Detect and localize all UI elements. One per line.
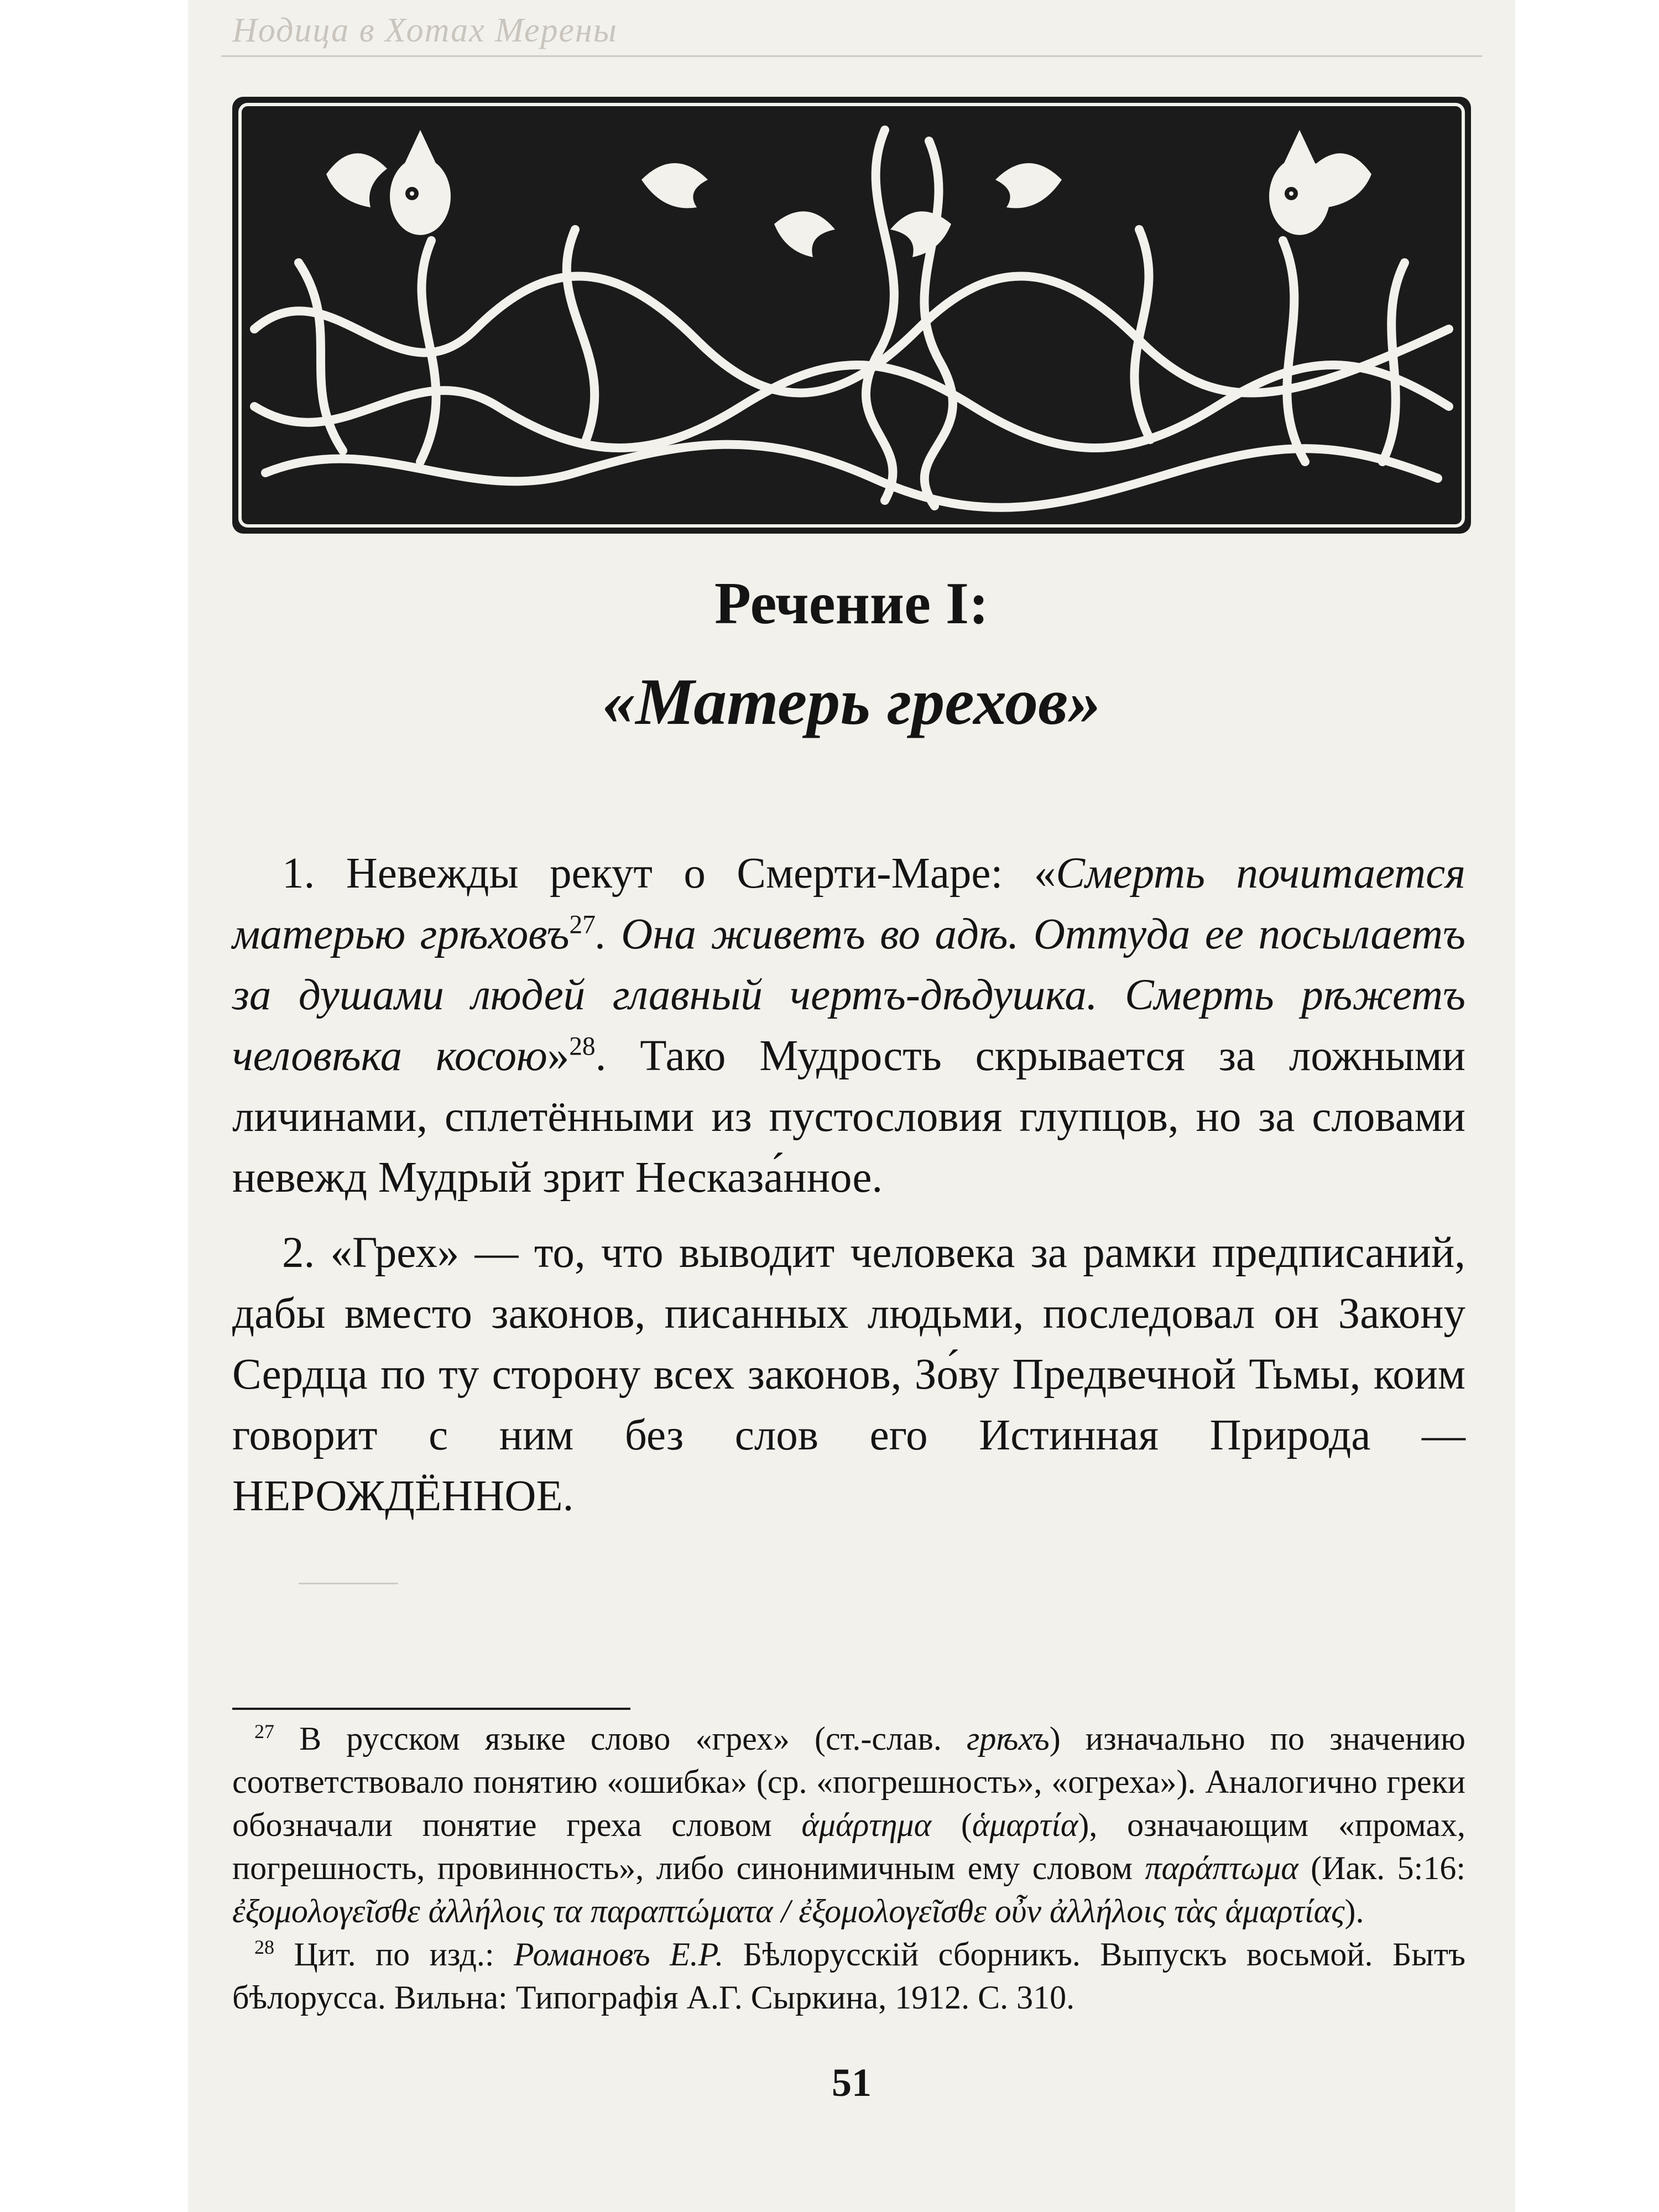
footnote-ref-27: 27 — [569, 910, 596, 940]
p1-close-quote: » — [547, 1032, 570, 1080]
fn27-text-2: ) изначально по значению соответствовало понятию «ошибка» (ср. «погрешность», «огреха»). Аналогично греки обозначали понятие греха словом — [232, 1720, 1466, 1843]
p1-quote-b: . Она живетъ во адѣ. Оттуда ее посылаетъ за душами людей главный чертъ-дѣдушка. Смерть рѣжетъ человѣка косою — [232, 910, 1465, 1080]
fn28-text-1: Цит. по изд.: — [274, 1936, 514, 1973]
fn27-text-4: ), означающим «промах, погрешность, провинность», либо синонимичным ему словом — [232, 1807, 1465, 1886]
knotwork-ornament-illustration — [232, 97, 1471, 534]
footnote-27 — [232, 1717, 1465, 1933]
fn27-text-6: ). — [1344, 1893, 1364, 1929]
p1-rest: . Тако Мудрость скрывается за ложными личинами, сплетёнными из пустословия глупцов, но за словами невежд Мудрый зрит Несказа́нное. — [232, 1032, 1465, 1202]
fn27-italic-4: παράπτωμα — [1145, 1850, 1298, 1886]
paragraph-2: 2. «Грех» — то, что выводит человека за рамки предписаний, дабы вместо законов, писанных людьми, последовал он Закону Сердца по ту сторону всех законов, Зо́ву Предвечной Тьмы, коим говорит с ним без слов его Истинная Природа — НЕРОЖДЁННОЕ. — [232, 1229, 1465, 1520]
header-rule — [221, 55, 1482, 57]
chapter-label: Речение I: — [714, 571, 989, 637]
fn28-italic-1: Романовъ Е.Р. — [513, 1936, 724, 1973]
fn27-text-5: (Иак. 5:16: — [1298, 1850, 1465, 1886]
book-page — [188, 0, 1515, 2212]
footnote-ref-28: 28 — [569, 1032, 596, 1061]
fn28-text-2: Бѣлорусскій сборникъ. Выпускъ восьмой. Бытъ бѣлорусса. Вильна: Типографія А.Г. Сыркина, 1912. С. 310. — [232, 1936, 1465, 2016]
footnote-separator — [232, 1708, 630, 1710]
fn27-italic-3: ἁμαρτία — [972, 1807, 1078, 1843]
fn27-text-3: ( — [931, 1807, 972, 1843]
running-head: Нодица в Хотах Мерены — [232, 12, 618, 49]
fn27-italic-2: ἁμάρτημα — [801, 1807, 932, 1843]
chapter-title: «Матерь грехов» — [602, 665, 1101, 738]
fn27-italic-5: ἐξομολογεῖσθε ἀλλήλοις τα παραπτώματα / ἐξομολογεῖσθε οὖν ἀλλήλοις τὰς ἁμαρτίας — [232, 1893, 1345, 1929]
footnote-28 — [232, 1933, 1465, 2019]
footnote-28-mark: 28 — [254, 1936, 274, 1958]
faint-rule — [299, 1583, 398, 1584]
fn27-text-1: В русском языке слово «грех» (ст.-слав. — [274, 1720, 967, 1757]
paragraph-1 — [232, 843, 1465, 1208]
footnote-27-mark: 27 — [254, 1720, 274, 1743]
p1-quote-a: Смерть почитается матерью грѣховъ — [232, 849, 1465, 958]
footnotes — [232, 1717, 1465, 2019]
main-text — [232, 843, 1465, 1527]
fn27-italic-1: грѣхъ — [967, 1720, 1050, 1757]
p1-lead: 1. Невежды рекут о Смерти-Маре: « — [282, 849, 1056, 898]
page-number: 51 — [832, 2060, 872, 2105]
